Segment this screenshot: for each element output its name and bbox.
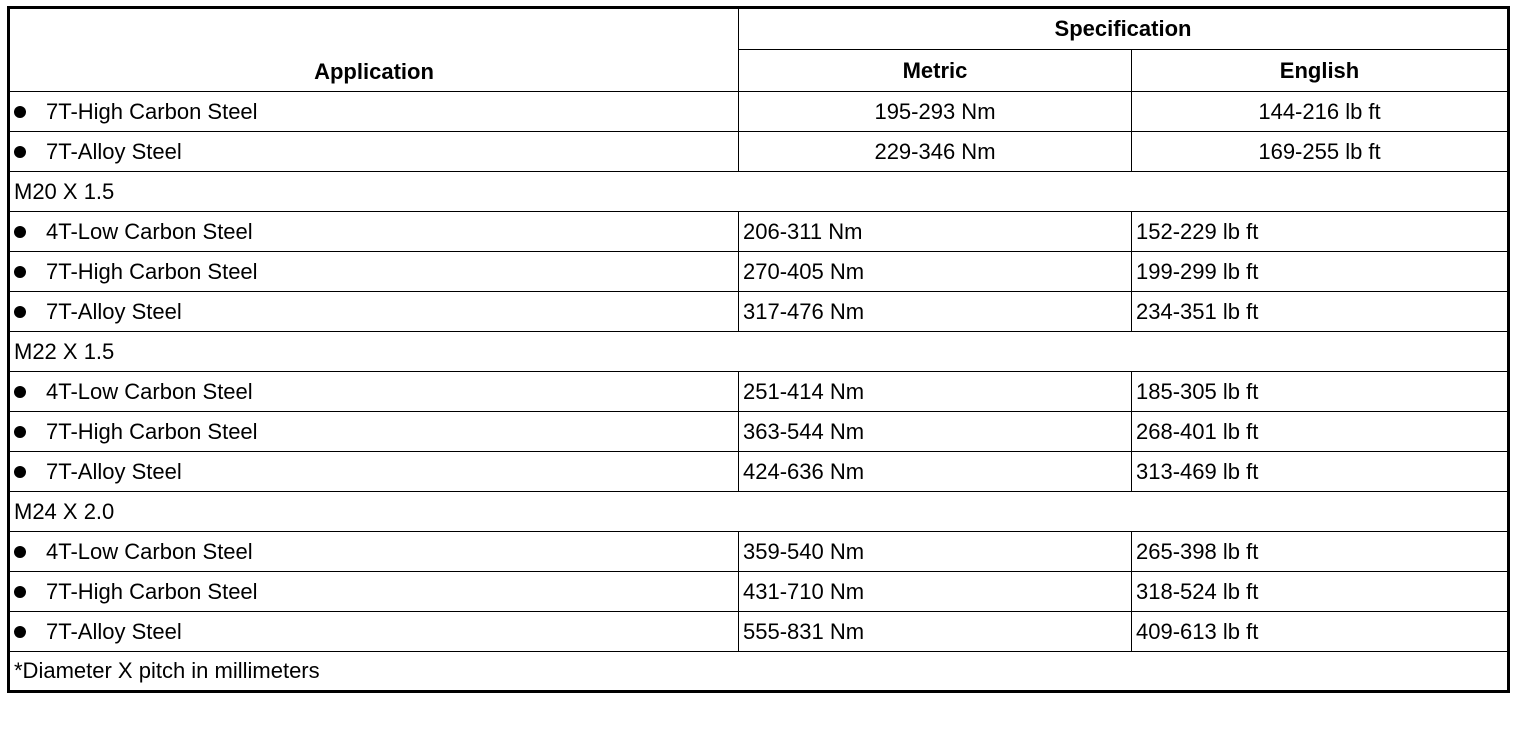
table-row [9, 412, 1509, 452]
application-cell [9, 92, 739, 132]
application-label: 4T-Low Carbon Steel [46, 538, 253, 564]
english-cell: 268-401 lb ft [1132, 412, 1509, 452]
english-cell: 144-216 lb ft [1132, 92, 1509, 132]
metric-cell: 359-540 Nm [739, 532, 1132, 572]
metric-cell: 270-405 Nm [739, 252, 1132, 292]
english-cell: 318-524 lb ft [1132, 572, 1509, 612]
group-title: M24 X 2.0 [9, 492, 1509, 532]
table-body [9, 92, 1509, 692]
footnote: *Diameter X pitch in millimeters [9, 652, 1509, 692]
metric-header: Metric [739, 50, 1132, 92]
application-label: 7T-High Carbon Steel [46, 578, 258, 604]
table-row [9, 572, 1509, 612]
table-row [9, 92, 1509, 132]
metric-cell: 431-710 Nm [739, 572, 1132, 612]
application-label: 4T-Low Carbon Steel [46, 378, 253, 404]
english-cell: 313-469 lb ft [1132, 452, 1509, 492]
application-cell [9, 532, 739, 572]
specification-header: Specification [739, 8, 1509, 50]
application-label: 7T-High Carbon Steel [46, 418, 258, 444]
application-label: 7T-Alloy Steel [46, 298, 182, 324]
bullet-icon [14, 586, 26, 598]
table-row [9, 252, 1509, 292]
group-header-row [9, 492, 1509, 532]
table-row [9, 372, 1509, 412]
torque-spec-table [7, 6, 1510, 693]
table-row [9, 212, 1509, 252]
group-header-row [9, 172, 1509, 212]
english-cell: 409-613 lb ft [1132, 612, 1509, 652]
table-row [9, 532, 1509, 572]
bullet-icon [14, 466, 26, 478]
bullet-icon [14, 226, 26, 238]
metric-cell: 555-831 Nm [739, 612, 1132, 652]
metric-cell: 195-293 Nm [739, 92, 1132, 132]
application-cell [9, 412, 739, 452]
application-cell [9, 572, 739, 612]
application-header: Application [9, 8, 739, 92]
table-row [9, 452, 1509, 492]
application-label: 7T-High Carbon Steel [46, 98, 258, 124]
application-label: 7T-Alloy Steel [46, 618, 182, 644]
english-header: English [1132, 50, 1509, 92]
application-label: 7T-High Carbon Steel [46, 258, 258, 284]
group-title: M22 X 1.5 [9, 332, 1509, 372]
bullet-icon [14, 106, 26, 118]
bullet-icon [14, 626, 26, 638]
application-cell [9, 372, 739, 412]
footnote-row [9, 652, 1509, 692]
english-cell: 185-305 lb ft [1132, 372, 1509, 412]
application-cell [9, 252, 739, 292]
metric-cell: 206-311 Nm [739, 212, 1132, 252]
bullet-icon [14, 266, 26, 278]
bullet-icon [14, 386, 26, 398]
english-cell: 234-351 lb ft [1132, 292, 1509, 332]
english-cell: 265-398 lb ft [1132, 532, 1509, 572]
bullet-icon [14, 306, 26, 318]
application-cell [9, 212, 739, 252]
table-row [9, 292, 1509, 332]
application-label: 4T-Low Carbon Steel [46, 218, 253, 244]
table-row [9, 132, 1509, 172]
application-label: 7T-Alloy Steel [46, 138, 182, 164]
metric-cell: 363-544 Nm [739, 412, 1132, 452]
metric-cell: 229-346 Nm [739, 132, 1132, 172]
bullet-icon [14, 546, 26, 558]
bullet-icon [14, 426, 26, 438]
metric-cell: 251-414 Nm [739, 372, 1132, 412]
group-title: M20 X 1.5 [9, 172, 1509, 212]
english-cell: 199-299 lb ft [1132, 252, 1509, 292]
application-cell [9, 132, 739, 172]
bullet-icon [14, 146, 26, 158]
metric-cell: 424-636 Nm [739, 452, 1132, 492]
application-cell [9, 612, 739, 652]
application-cell [9, 452, 739, 492]
application-label: 7T-Alloy Steel [46, 458, 182, 484]
english-cell: 152-229 lb ft [1132, 212, 1509, 252]
group-header-row [9, 332, 1509, 372]
english-cell: 169-255 lb ft [1132, 132, 1509, 172]
application-cell [9, 292, 739, 332]
metric-cell: 317-476 Nm [739, 292, 1132, 332]
table-row [9, 612, 1509, 652]
